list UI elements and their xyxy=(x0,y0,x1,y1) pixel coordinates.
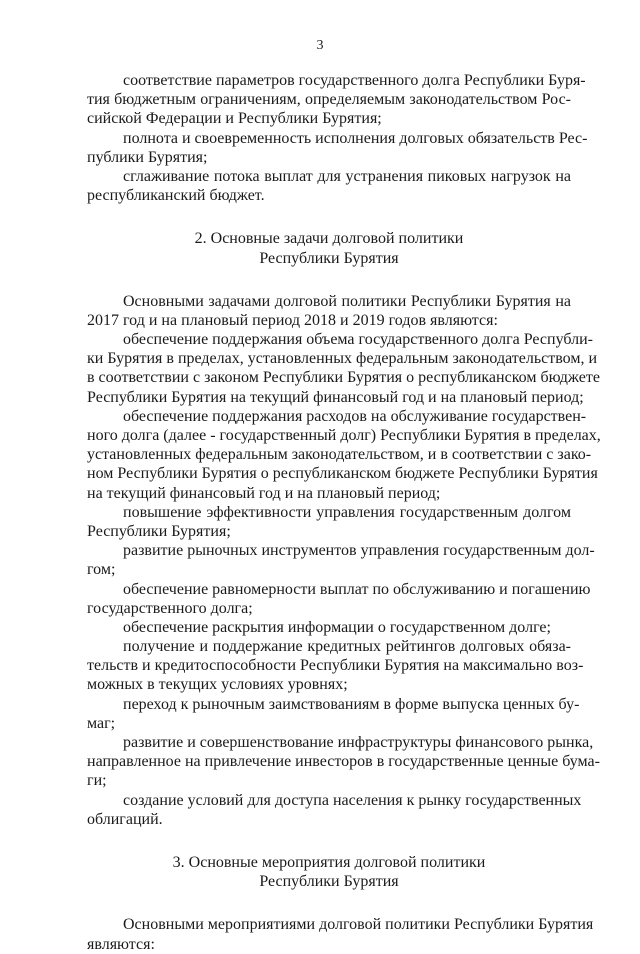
text-line: тельств и кредитоспособности Республики Бурятия на максимально воз- xyxy=(87,657,584,675)
heading-line: Республики Бурятия xyxy=(259,249,399,267)
text-line: в соответствии с законом Республики Бурятия о республиканском бюджете xyxy=(87,369,600,387)
paragraph xyxy=(87,541,595,579)
paragraph-gap xyxy=(87,268,571,292)
paragraph xyxy=(87,167,571,205)
paragraph xyxy=(87,503,571,541)
text-line: обеспечение поддержания расходов на обслуживание государствен- xyxy=(123,407,587,425)
section-heading xyxy=(87,229,571,267)
text-line: ного долга (далее - государственный долг) Республики Бурятия в пределах, xyxy=(87,427,601,444)
text-line: сийской Федерации и Республики Бурятия; xyxy=(87,110,382,128)
text-line: облигаций. xyxy=(87,810,163,828)
paragraph-gap xyxy=(87,829,571,853)
text-line: публики Бурятия; xyxy=(87,148,208,166)
text-line: 2017 год и на плановый период 2018 и 2019 годов являются: xyxy=(87,311,498,329)
paragraph xyxy=(87,733,600,791)
text-line: Республики Бурятия; xyxy=(87,522,231,540)
document-body xyxy=(87,71,601,954)
text-line: сглаживание потока выплат для устранения пиковых нагрузок на xyxy=(123,167,571,185)
text-line: тия бюджетным ограничениям, определяемым законодательством Рос- xyxy=(87,91,571,109)
text-line: Основными задачами долговой политики Республики Бурятия на xyxy=(123,292,571,310)
paragraph xyxy=(87,618,571,637)
text-line: гом; xyxy=(87,561,116,579)
text-line: обеспечение раскрытия информации о государственном долге; xyxy=(123,618,551,636)
text-line: республиканский бюджет. xyxy=(87,187,265,205)
page-number: 3 xyxy=(316,38,324,53)
paragraph-gap xyxy=(87,891,571,915)
text-line: установленных федеральным законодательством, и в соответствии с зако- xyxy=(87,446,592,464)
text-line: можных в текущих условиях уровнях; xyxy=(87,676,348,694)
text-line: ном Республики Бурятия о республиканском бюджете Республики Бурятия xyxy=(87,465,598,483)
paragraph xyxy=(87,637,584,695)
text-line: Республики Бурятия на текущий финансовый год и на плановый период; xyxy=(87,388,584,406)
text-line: на текущий финансовый год и на плановый период; xyxy=(87,484,441,502)
text-line: переход к рыночным заимствованиям в форме выпуска ценных бу- xyxy=(123,695,580,713)
text-line: направленное на привлечение инвесторов в государственные ценные бума- xyxy=(87,753,600,771)
section-heading xyxy=(87,853,571,891)
heading-line: 3. Основные мероприятия долговой политики xyxy=(172,853,486,871)
text-line: полнота и своевременность исполнения долговых обязательств Рес- xyxy=(123,129,588,147)
paragraph-gap xyxy=(87,205,571,229)
text-line: соответствие параметров государственного долга Республики Буря- xyxy=(123,72,586,89)
paragraph xyxy=(87,791,582,829)
heading-line: Республики Бурятия xyxy=(259,873,399,891)
text-line: обеспечение равномерности выплат по обслуживанию и погашению xyxy=(123,580,591,598)
paragraph xyxy=(87,407,601,503)
text-line: создание условий для доступа населения к рынку государственных xyxy=(123,791,582,809)
paragraph xyxy=(87,71,586,129)
paragraph xyxy=(87,695,580,733)
text-line: ги; xyxy=(87,772,107,790)
paragraph xyxy=(87,915,594,953)
text-line: являются: xyxy=(87,935,155,953)
text-line: обеспечение поддержания объема государственного долга Республи- xyxy=(123,331,593,349)
text-line: повышение эффективности управления государственным долгом xyxy=(123,503,571,521)
text-line: ки Бурятия в пределах, установленных федеральным законодательством, и xyxy=(87,350,598,368)
text-line: государственного долга; xyxy=(87,599,253,617)
text-line: развитие рыночных инструментов управления государственным дол- xyxy=(123,542,595,560)
text-line: получение и поддержание кредитных рейтингов долговых обяза- xyxy=(123,638,571,656)
paragraph xyxy=(87,292,571,330)
paragraph xyxy=(87,580,591,618)
paragraph xyxy=(87,330,600,407)
text-line: маг; xyxy=(87,714,116,732)
heading-line: 2. Основные задачи долговой политики xyxy=(194,230,464,248)
text-line: развитие и совершенствование инфраструктуры финансового рынка, xyxy=(123,734,594,751)
text-line: Основными мероприятиями долговой политики Республики Бурятия xyxy=(123,916,594,934)
paragraph xyxy=(87,129,588,167)
